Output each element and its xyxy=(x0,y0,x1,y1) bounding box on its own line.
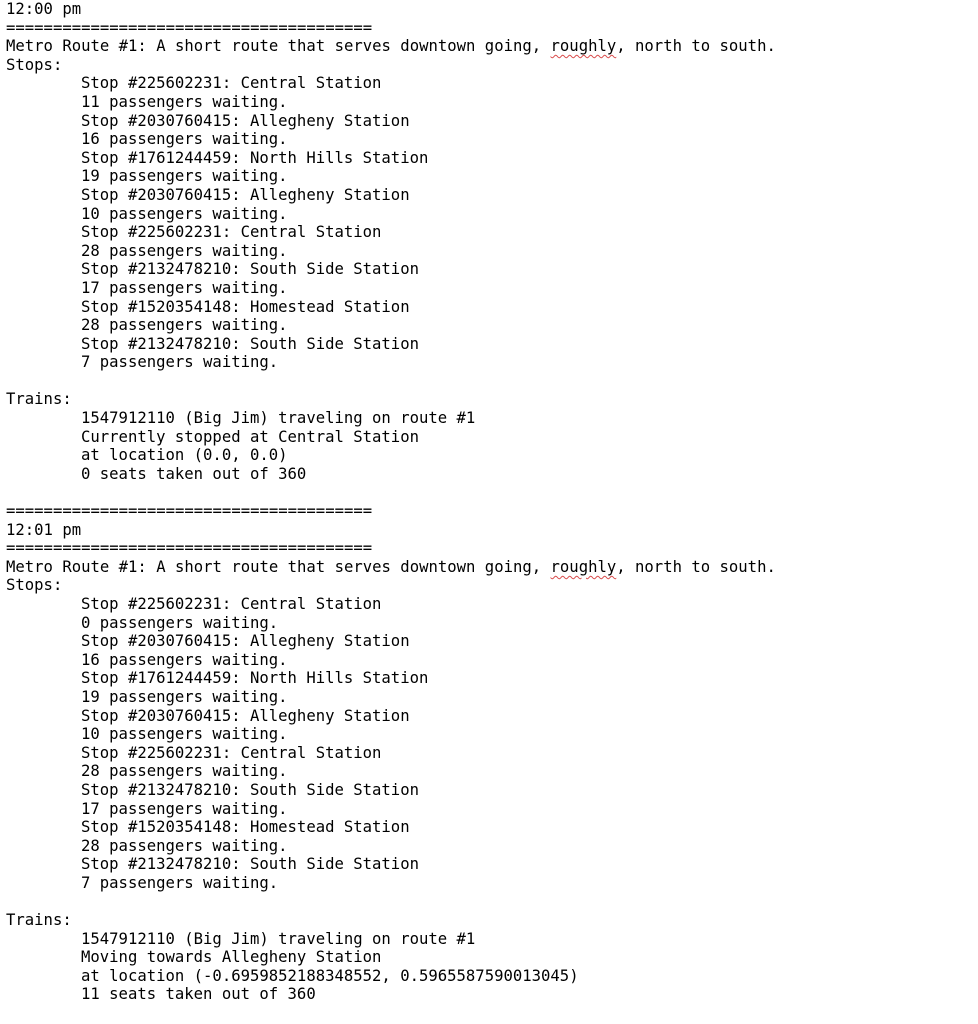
waiting-line: 28 passengers waiting. xyxy=(81,241,288,260)
trains-heading: Trains: xyxy=(6,911,72,930)
train-location: at location (0.0, 0.0) xyxy=(81,446,288,465)
waiting-line: 0 passengers waiting. xyxy=(81,613,279,632)
timestamp: 12:01 pm xyxy=(6,520,82,539)
stop-line: Stop #225602231: Central Station xyxy=(81,223,382,242)
train-seats: 11 seats taken out of 360 xyxy=(81,985,316,1004)
train-location: at location (-0.6959852188348552, 0.5965587590013045) xyxy=(81,966,579,985)
waiting-line: 17 passengers waiting. xyxy=(81,278,288,297)
stop-line: Stop #2132478210: South Side Station xyxy=(81,855,419,874)
waiting-line: 28 passengers waiting. xyxy=(81,836,288,855)
train-seats: 0 seats taken out of 360 xyxy=(81,464,307,483)
spellcheck-flagged-word: roughly xyxy=(550,557,617,576)
separator: ======================================= xyxy=(6,539,373,558)
spellcheck-flagged-word: roughly xyxy=(550,37,617,56)
stop-line: Stop #2030760415: Allegheny Station xyxy=(81,632,410,651)
waiting-line: 16 passengers waiting. xyxy=(81,130,288,149)
stop-line: Stop #1520354148: Homestead Station xyxy=(81,818,410,837)
train-info: 1547912110 (Big Jim) traveling on route #1 xyxy=(81,409,476,428)
stop-line: Stop #225602231: Central Station xyxy=(81,595,382,613)
waiting-line: 11 passengers waiting. xyxy=(81,92,288,111)
stop-line: Stop #2030760415: Allegheny Station xyxy=(81,111,410,130)
stops-heading: Stops: xyxy=(6,576,63,595)
train-status: Currently stopped at Central Station xyxy=(81,427,419,446)
waiting-line: 7 passengers waiting. xyxy=(81,353,279,372)
timestamp: 12:00 pm xyxy=(6,0,82,18)
route-description-end: , north to south. xyxy=(616,557,776,576)
trains-heading: Trains: xyxy=(6,390,72,409)
stop-line: Stop #1761244459: North Hills Station xyxy=(81,669,429,688)
stop-line: Stop #2030760415: Allegheny Station xyxy=(81,706,410,725)
stop-line: Stop #1761244459: North Hills Station xyxy=(81,148,429,167)
stop-line: Stop #2132478210: South Side Station xyxy=(81,260,419,279)
stop-line: Stop #2132478210: South Side Station xyxy=(81,334,419,353)
waiting-line: 19 passengers waiting. xyxy=(81,687,288,706)
waiting-line: 17 passengers waiting. xyxy=(81,799,288,818)
blank-line xyxy=(6,893,978,912)
waiting-line: 16 passengers waiting. xyxy=(81,650,288,669)
waiting-line: 7 passengers waiting. xyxy=(81,873,279,892)
stop-line: Stop #1520354148: Homestead Station xyxy=(81,297,410,316)
route-description-start: Metro Route #1: A short route that serves downtown going, xyxy=(6,37,551,56)
route-description xyxy=(6,558,978,577)
separator: ======================================= xyxy=(6,502,373,521)
blank-line xyxy=(6,483,978,502)
stops-heading: Stops: xyxy=(6,55,63,74)
waiting-line: 10 passengers waiting. xyxy=(81,725,288,744)
waiting-line: 10 passengers waiting. xyxy=(81,204,288,223)
stop-line: Stop #2132478210: South Side Station xyxy=(81,780,419,799)
stop-line: Stop #225602231: Central Station xyxy=(81,74,382,93)
stop-line: Stop #2030760415: Allegheny Station xyxy=(81,185,410,204)
separator: ======================================= xyxy=(6,18,373,37)
stop-line: Stop #225602231: Central Station xyxy=(81,743,382,762)
route-description xyxy=(6,37,978,56)
route-description-start: Metro Route #1: A short route that serves downtown going, xyxy=(6,557,551,576)
waiting-line: 28 passengers waiting. xyxy=(81,316,288,335)
waiting-line: 19 passengers waiting. xyxy=(81,167,288,186)
waiting-line: 28 passengers waiting. xyxy=(81,762,288,781)
train-status: Moving towards Allegheny Station xyxy=(81,948,382,967)
route-description-end: , north to south. xyxy=(616,37,776,56)
train-info: 1547912110 (Big Jim) traveling on route #1 xyxy=(81,929,476,948)
blank-line xyxy=(6,372,978,391)
